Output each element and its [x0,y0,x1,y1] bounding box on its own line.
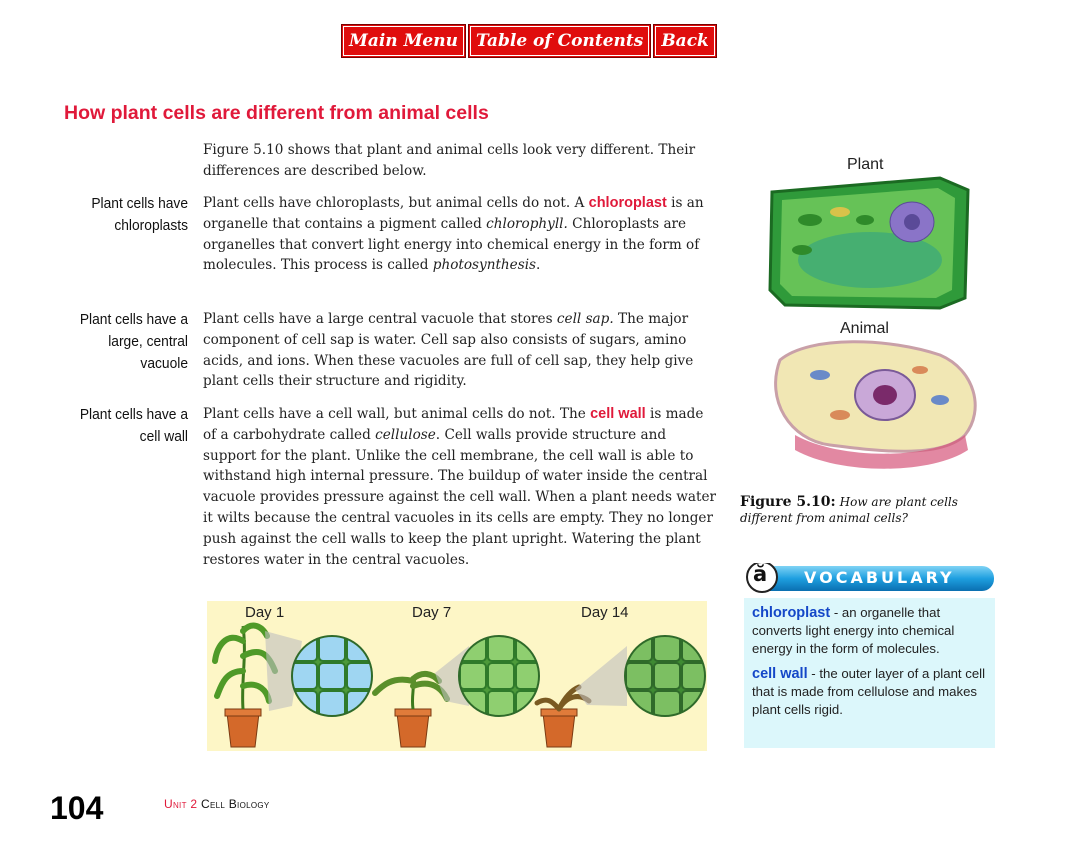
cell-wall-paragraph: Plant cells have a cell wall, but animal cells do not. The cell wall is made of a carbohydrate called cellulose. Cell walls provide structure and support for the plant. Unlike the cell membrane, the cell wall is able to withstand high internal pressure. The buildup of water inside the central vacuole provides pressure against the cell wall. When a plant needs water it wilts because the central vacuoles in its cells are empty. They no longer push against the cell walls to keep the plant upright. Watering the plant restores water in the central vacuoles. [203,406,716,568]
figure-caption: Figure 5.10: How are plant cells different from animal cells? [740,494,958,525]
healthy-plant-icon [215,626,302,747]
vocabulary-heading: VOCABULARY [804,568,955,587]
main-menu-button[interactable]: Main Menu [341,24,466,58]
side-label-chloroplasts: Plant cells have chloroplasts [91,195,188,234]
cell-wall-term[interactable]: cell wall [590,406,646,422]
chloroplast-term[interactable]: chloroplast [588,195,667,211]
vocabulary-entry: cell wall - the outer layer of a plant cell that is made from cellulose and makes plant cells rigid. [752,666,986,717]
plant-cells-illustration [207,601,707,751]
chloroplasts-paragraph: Plant cells have chloroplasts, but animal cells do not. A chloroplast is an organelle that contains a pigment called chlorophyll. Chloroplasts are organelles that convert light energy into chemical energy in the form of molecules. This process is called photosynthesis. [203,195,704,274]
animal-cell-label: Animal [840,320,889,337]
animal-cell-icon [776,342,976,469]
wilting-plant-figure [207,601,707,751]
vocabulary-banner [744,563,994,593]
cell-illustrations [740,150,990,485]
plant-cell-label: Plant [847,156,884,173]
vocabulary-icon: ă [753,562,768,586]
back-button[interactable]: Back [653,24,717,58]
section-title: How plant cells are different from animal cells [64,102,489,124]
partial-vacuole-cells-icon [457,631,547,721]
wilting-plant-icon [375,646,469,747]
intro-paragraph: Figure 5.10 shows that plant and animal cells look very different. Their differences are described below. [203,142,696,179]
vocabulary-box [744,598,995,748]
vocabulary-entry: chloroplast - an organelle that converts light energy into chemical energy in the form of molecules. [752,605,955,656]
page-number: 104 [50,790,104,826]
empty-vacuole-cells-icon [622,631,707,721]
vocabulary-term[interactable]: chloroplast [752,605,831,621]
side-label-cell-wall: Plant cells have a cell wall [79,406,188,445]
side-label-vacuole: Plant cells have a large, central vacuole [79,311,188,372]
day-1-label: Day 1 [245,604,285,621]
vacuole-paragraph: Plant cells have a large central vacuole that stores cell sap. The major component of cell sap is water. Cell sap also consists of sugars, amino acids, and ions. When these vacuoles are full of cell sap, they help give plant cells their structure and rigidity. [203,311,694,390]
day-14-label: Day 14 [581,604,629,621]
day-7-label: Day 7 [412,604,452,621]
table-of-contents-button[interactable]: Table of Contents [468,24,651,58]
vocabulary-term[interactable]: cell wall [752,666,808,682]
plant-animal-cells-figure [740,150,990,485]
top-navigation [341,24,717,58]
footer-unit: Unit 2 Cell Biology [164,797,270,811]
plant-cell-icon [770,178,968,308]
dead-plant-icon [537,646,627,747]
